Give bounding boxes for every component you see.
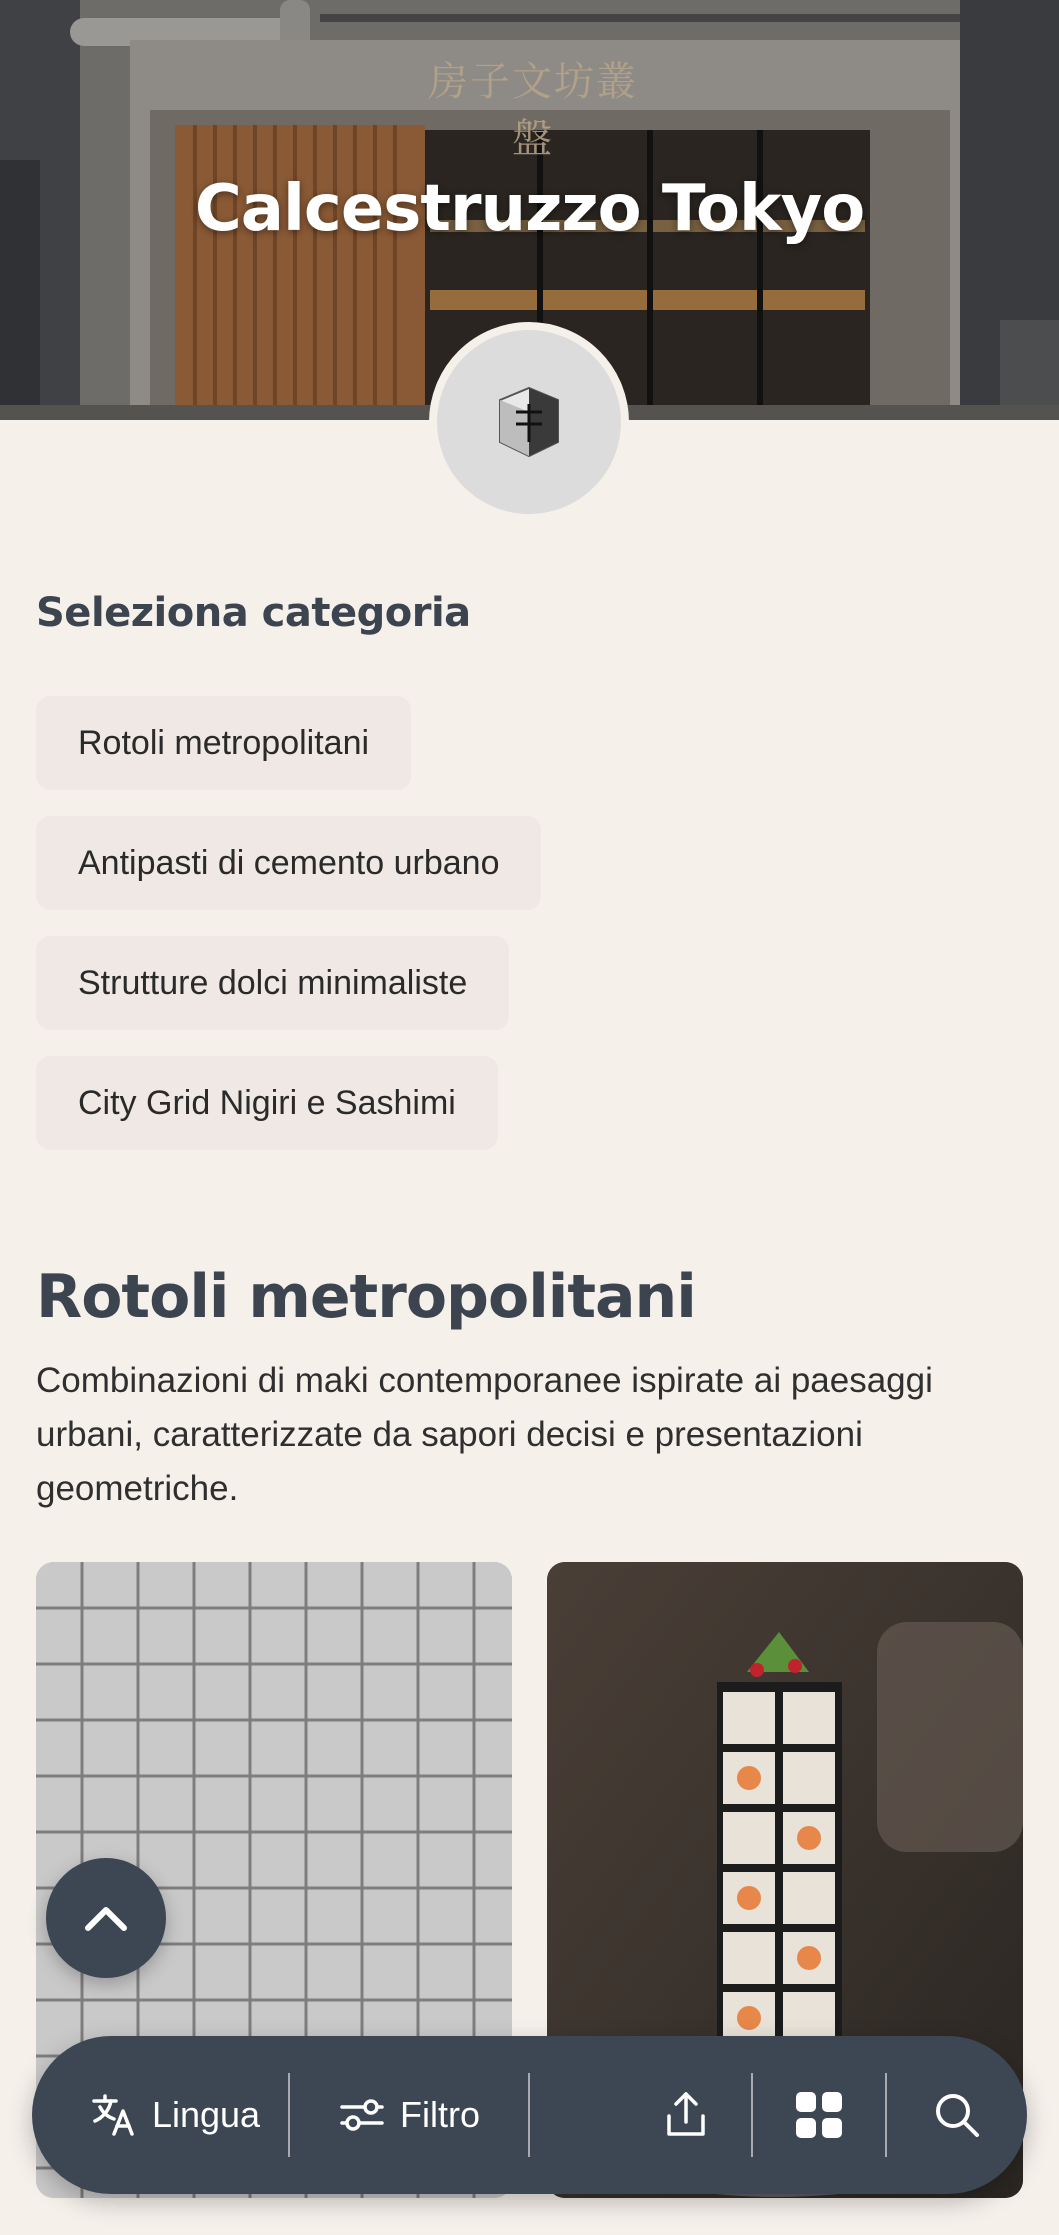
category-antipasti[interactable]: Antipasti di cemento urbano	[36, 816, 541, 910]
grid-icon	[794, 2090, 844, 2140]
category-list	[36, 696, 541, 1150]
restaurant-title: Calcestruzzo Tokyo	[194, 172, 865, 246]
filter-label: Filtro	[400, 2094, 480, 2135]
section-title: Rotoli metropolitani	[36, 1262, 696, 1332]
filter-button[interactable]	[290, 2036, 528, 2194]
share-button[interactable]	[530, 2036, 751, 2194]
restaurant-logo	[429, 322, 629, 522]
category-strutture-dolci[interactable]: Strutture dolci minimaliste	[36, 936, 509, 1030]
search-icon	[932, 2090, 982, 2140]
section-description: Combinazioni di maki contemporanee ispirate ai paesaggi urbani, caratterizzate da sapori decisi e presentazioni geometriche.	[36, 1361, 933, 1508]
category-rotoli-metropolitani[interactable]: Rotoli metropolitani	[36, 696, 411, 790]
grid-view-button[interactable]	[753, 2036, 885, 2194]
translate-icon	[90, 2091, 138, 2139]
language-button[interactable]	[32, 2036, 288, 2194]
language-label: Lingua	[151, 2094, 261, 2135]
chevron-up-icon	[80, 1892, 132, 1944]
category-city-grid[interactable]: City Grid Nigiri e Sashimi	[36, 1056, 498, 1150]
search-button[interactable]	[887, 2036, 1027, 2194]
concrete-cube-logo-icon	[494, 382, 564, 462]
category-heading: Seleziona categoria	[36, 590, 471, 636]
storefront-sign: 房子文坊叢盤	[428, 59, 638, 162]
filter-icon	[338, 2091, 386, 2139]
scroll-top-button[interactable]	[46, 1858, 166, 1978]
share-icon	[661, 2090, 711, 2140]
bottom-toolbar	[32, 2036, 1027, 2194]
